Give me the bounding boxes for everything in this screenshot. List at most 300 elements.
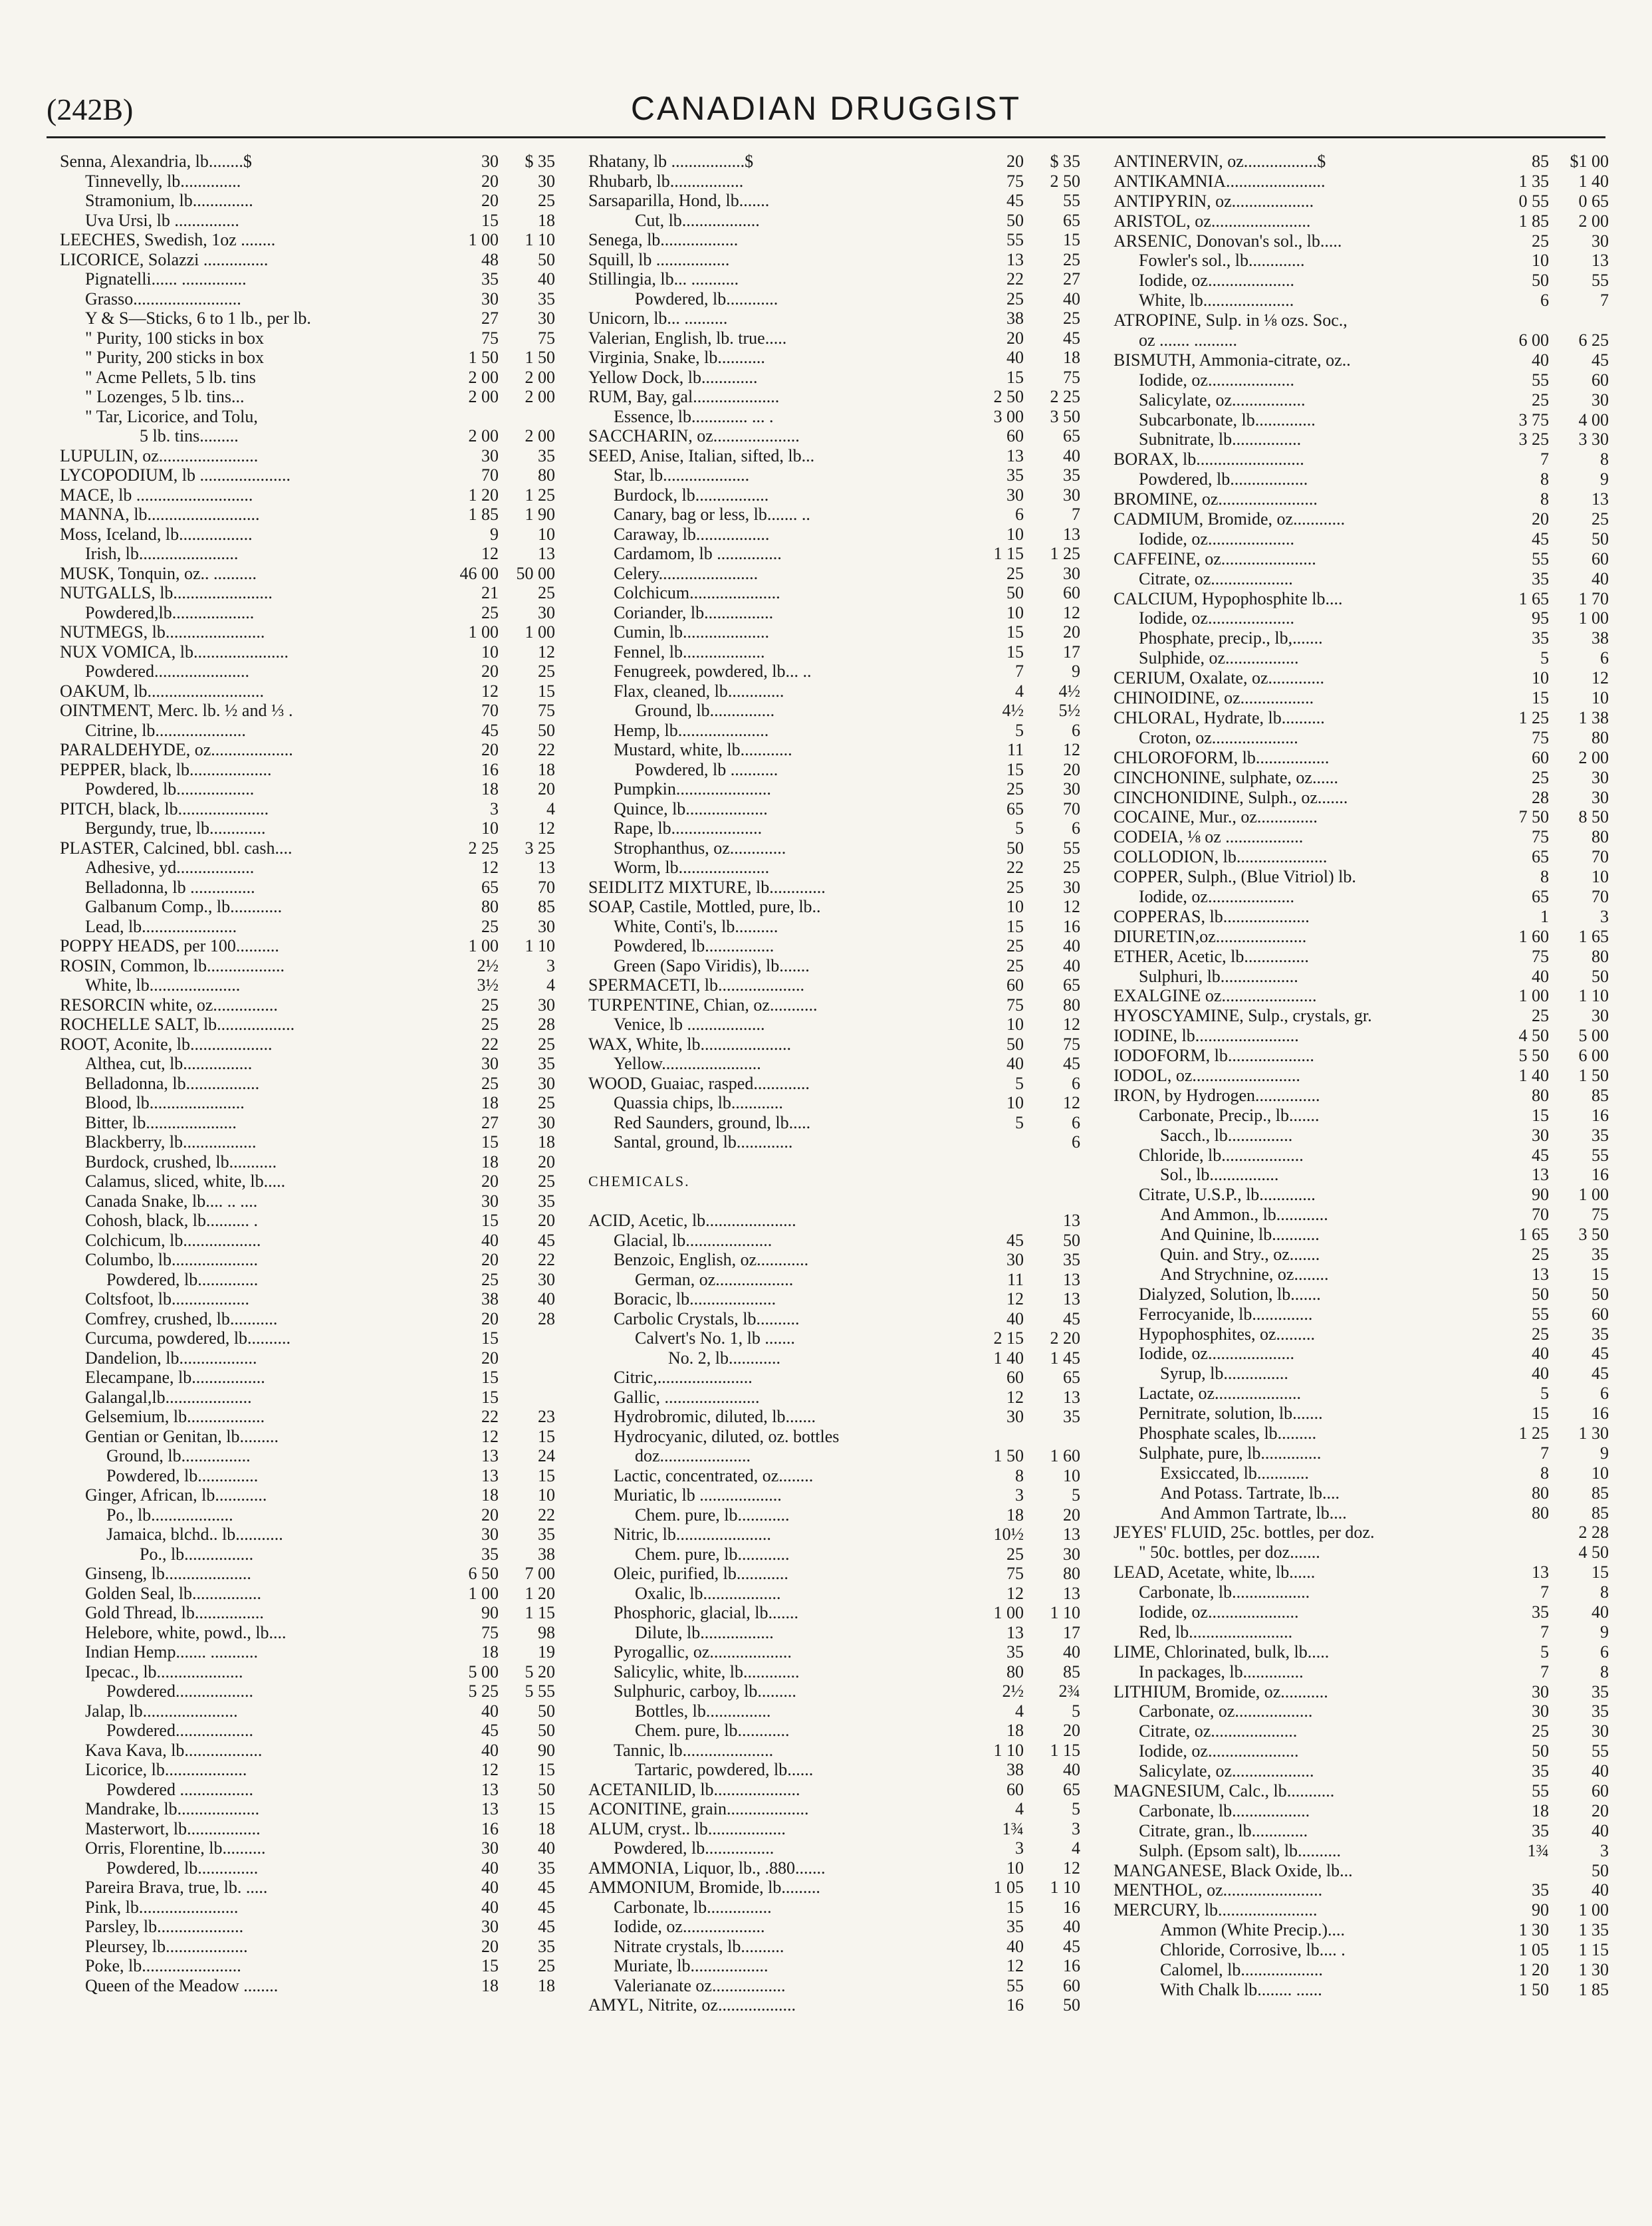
item-name: Pareira Brava, true, lb. ..... (85, 1878, 268, 1897)
price-row (1114, 1245, 1615, 1265)
price-low: 30 (1532, 1125, 1549, 1145)
price-row (588, 1113, 1087, 1133)
item-name: White, lb..................... (85, 975, 241, 995)
price-low: 1 00 (468, 230, 499, 249)
price-high: 18 (538, 1818, 555, 1838)
item-name: Nitrate crystals, lb.......... (614, 1936, 784, 1956)
price-low: 40 (481, 1230, 499, 1250)
price-high: 13 (1592, 489, 1609, 509)
price-row (588, 1525, 1087, 1545)
item-name: And Ammon Tartrate, lb.... (1160, 1503, 1347, 1523)
price-high: 30 (1063, 1544, 1080, 1564)
price-high: 75 (538, 328, 555, 348)
price-low: 4 (1015, 1701, 1024, 1721)
price-high: 30 (1063, 779, 1080, 799)
price-high: 12 (538, 818, 555, 838)
price-low: 3 (1015, 1838, 1024, 1858)
price-high: 35 (1063, 465, 1080, 485)
price-high: 13 (1063, 1387, 1080, 1407)
price-row (60, 1603, 562, 1623)
price-row (1114, 489, 1615, 509)
price-row (60, 975, 562, 995)
price-high: 80 (1063, 995, 1080, 1015)
price-high: 35 (538, 1054, 555, 1073)
price-high: 1 50 (1578, 1065, 1609, 1085)
item-name: Calomel, lb................... (1160, 1960, 1323, 1980)
item-name: White, lb..................... (1139, 291, 1294, 310)
price-low: 40 (1532, 1364, 1549, 1384)
price-high: 25 (538, 583, 555, 602)
price-high: 1 45 (1050, 1348, 1080, 1368)
item-name: Pleursey, lb................... (85, 1936, 248, 1956)
price-low: 10 (1006, 897, 1024, 916)
item-name: LEAD, Acetate, white, lb...... (1114, 1562, 1316, 1582)
price-row (60, 1956, 562, 1976)
price-high: 3 (546, 955, 555, 975)
price-low: 40 (481, 1701, 499, 1721)
price-low: 30 (1006, 485, 1024, 505)
price-high: 30 (538, 309, 555, 328)
price-low: 25 (1006, 936, 1024, 955)
price-row (588, 211, 1087, 231)
price-low: 3 25 (1518, 430, 1549, 449)
price-row (588, 1211, 1087, 1231)
price-high: 13 (1063, 1211, 1080, 1230)
price-low: 25 (1006, 1544, 1024, 1564)
price-high: 5 20 (525, 1662, 555, 1681)
price-low: 11 (1006, 740, 1024, 759)
price-high: 5 (1072, 1701, 1080, 1721)
price-row (588, 525, 1087, 545)
price-low: 75 (1006, 1564, 1024, 1583)
price-high: 30 (1592, 390, 1609, 410)
item-name: PITCH, black, lb..................... (60, 799, 269, 818)
price-low: 15 (1532, 1105, 1549, 1125)
item-name: Muriate, lb.................. (614, 1956, 768, 1975)
price-low: 12 (1006, 1289, 1024, 1308)
price-row (588, 1838, 1087, 1858)
item-name: Powdered, lb............ (635, 289, 778, 309)
price-low: 21 (481, 583, 499, 602)
item-name: Blood, lb...................... (85, 1093, 245, 1112)
price-high: 25 (538, 191, 555, 210)
price-high: 20 (538, 1152, 555, 1172)
price-row (588, 485, 1087, 505)
item-name: Canary, bag or less, lb....... .. (614, 505, 810, 524)
price-high: 18 (538, 1975, 555, 1995)
item-name: Muriatic, lb ................... (614, 1485, 782, 1505)
item-name: Benzoic, English, oz............ (614, 1250, 809, 1269)
price-row (1114, 509, 1615, 529)
price-high (1024, 1191, 1080, 1211)
price-row (60, 1074, 562, 1094)
price-high: 3 30 (1578, 430, 1609, 449)
item-name: Jalap, lb...................... (85, 1701, 238, 1721)
item-name (588, 1152, 961, 1172)
price-row (1114, 589, 1615, 609)
price-low: 15 (481, 1132, 499, 1152)
price-row (1114, 1423, 1615, 1443)
item-name: ARISTOL, oz....................... (1114, 211, 1311, 231)
price-high: 30 (1592, 1006, 1609, 1026)
price-high: 17 (1063, 642, 1080, 662)
price-row (588, 1191, 1087, 1211)
item-name: Lactic, concentrated, oz........ (614, 1465, 814, 1485)
item-name: SACCHARIN, oz.................... (588, 426, 800, 445)
price-high: 55 (1592, 1741, 1609, 1761)
price-row (60, 485, 562, 505)
price-low (1486, 1861, 1549, 1881)
price-low: 25 (1006, 955, 1024, 975)
item-name: Iodide, oz.................... (1139, 370, 1294, 390)
price-high: 5 00 (1578, 1026, 1609, 1046)
price-low: 18 (481, 1485, 499, 1505)
price-row (60, 1780, 562, 1800)
price-high: 6 (1600, 648, 1609, 668)
price-high: 30 (538, 602, 555, 622)
item-name: Chloride, Corrosive, lb.... . (1160, 1940, 1346, 1960)
price-high: 0 65 (1578, 191, 1609, 211)
price-high: 30 (1592, 1721, 1609, 1741)
price-high: 3 (1600, 1840, 1609, 1860)
item-name: Ammon (White Precip.).... (1160, 1920, 1345, 1940)
price-low: 30 (1532, 1701, 1549, 1721)
item-name: Caraway, lb................. (614, 524, 770, 544)
price-low: 18 (481, 1093, 499, 1112)
price-low: 1 00 (1518, 986, 1549, 1006)
item-name: Citrine, lb..................... (85, 720, 246, 740)
price-row (588, 407, 1087, 427)
item-name: PARALDEHYDE, oz................... (60, 740, 293, 759)
price-row (60, 858, 562, 878)
price-low: 22 (1006, 269, 1024, 289)
price-low: 27 (481, 1112, 499, 1132)
price-low: 55 (1532, 370, 1549, 390)
price-low: 15 (481, 1387, 499, 1407)
price-high: 4 (1072, 1838, 1080, 1858)
price-high: 25 (538, 1956, 555, 1975)
price-list (47, 152, 1619, 2015)
price-low: 1 85 (1518, 211, 1549, 231)
price-row (1114, 1443, 1615, 1463)
price-high: 5 (1072, 1799, 1080, 1818)
price-row (1114, 1265, 1615, 1285)
price-low: 7 (1540, 1662, 1549, 1681)
price-high: 4 50 (1578, 1543, 1609, 1562)
item-name: Valerian, English, lb. true..... (588, 328, 787, 348)
item-name: Carbonate, lb.................. (1139, 1800, 1310, 1820)
price-row (588, 230, 1087, 250)
price-high: 1 30 (1578, 1423, 1609, 1443)
price-high: 12 (1592, 668, 1609, 688)
item-name: Pumpkin...................... (614, 779, 771, 799)
price-row (1114, 1523, 1615, 1543)
price-row (60, 1819, 562, 1839)
price-low: 1 05 (1518, 1940, 1549, 1960)
item-name: Po., lb................ (140, 1544, 254, 1564)
price-low: 75 (1532, 727, 1549, 747)
price-low: 80 (1532, 1503, 1549, 1523)
price-row (1114, 1562, 1615, 1582)
item-name: CHLORAL, Hydrate, lb.......... (1114, 707, 1325, 727)
price-low: 20 (1006, 328, 1024, 348)
price-row (60, 289, 562, 309)
price-row (1114, 152, 1615, 172)
item-name: TURPENTINE, Chian, oz........... (588, 995, 818, 1015)
price-low: 12 (481, 544, 499, 563)
price-low: 5 (1015, 1073, 1024, 1093)
item-name: Lead, lb...................... (85, 916, 237, 936)
price-low: 13 (1006, 445, 1024, 465)
price-row (60, 662, 562, 681)
price-low: 1 50 (1518, 1979, 1549, 1999)
price-row (60, 368, 562, 388)
price-low: 18 (1006, 1505, 1024, 1525)
price-low: 2 50 (993, 387, 1024, 406)
price-row (588, 1623, 1087, 1643)
price-row (60, 1760, 562, 1780)
price-low: 38 (1006, 1760, 1024, 1779)
price-low (961, 1191, 1024, 1211)
price-low: 40 (481, 1878, 499, 1897)
price-row (588, 878, 1087, 898)
price-low: 35 (1006, 465, 1024, 485)
price-row (588, 152, 1087, 172)
price-row (60, 603, 562, 623)
price-row (1114, 231, 1615, 251)
price-high: 70 (1592, 886, 1609, 906)
price-high: 4 00 (1578, 410, 1609, 430)
price-low: 13 (481, 1465, 499, 1485)
price-high: 15 (538, 681, 555, 701)
price-row (1114, 271, 1615, 291)
price-low: 25 (1532, 1244, 1549, 1264)
price-row (60, 1466, 562, 1486)
price-low: 20 (481, 1172, 499, 1191)
price-row (60, 1878, 562, 1898)
item-name: COPPER, Sulph., (Blue Vitriol) lb. (1114, 867, 1356, 887)
price-low: 1 65 (1518, 588, 1549, 608)
item-name: IRON, by Hydrogen............... (1114, 1085, 1320, 1105)
price-row (60, 1015, 562, 1035)
price-low: 15 (481, 210, 499, 230)
price-low: 3 00 (993, 406, 1024, 426)
price-low: 25 (481, 916, 499, 936)
item-name: Fowler's sol., lb............. (1139, 251, 1305, 271)
price-row (60, 1525, 562, 1545)
price-high: 30 (538, 995, 555, 1015)
price-low: 1 40 (1518, 1065, 1549, 1085)
price-row (588, 1995, 1087, 2015)
item-name: Red Saunders, ground, lb..... (614, 1112, 811, 1132)
price-row (1114, 1483, 1615, 1503)
price-low: 30 (481, 289, 499, 309)
price-high: 12 (538, 642, 555, 662)
price-row (1114, 1304, 1615, 1324)
price-high: 22 (538, 1250, 555, 1269)
price-high: 45 (538, 1230, 555, 1250)
price-row (588, 1662, 1087, 1682)
item-name: Ground, lb............... (635, 701, 775, 720)
price-high: 4 (546, 799, 555, 818)
price-high: 75 (538, 701, 555, 720)
price-row (588, 1917, 1087, 1937)
item-name: Citrate, oz................... (1139, 568, 1293, 588)
price-low: 3 (1015, 1485, 1024, 1505)
price-row (60, 1113, 562, 1133)
item-name: Belladonna, lb................. (85, 1073, 260, 1093)
price-row (60, 740, 562, 760)
item-name: Elecampane, lb................. (85, 1368, 265, 1387)
price-high: 85 (538, 897, 555, 916)
item-name: Indian Hemp....... ........... (85, 1642, 258, 1662)
price-row (1114, 390, 1615, 410)
price-low: 20 (481, 1250, 499, 1269)
price-low: 3 75 (1518, 410, 1549, 430)
price-row (1114, 1344, 1615, 1364)
price-low: 15 (1532, 1404, 1549, 1423)
price-low: 40 (1006, 1308, 1024, 1328)
price-low: 50 (1532, 271, 1549, 291)
price-high: 4½ (1058, 681, 1080, 701)
price-low: 5 (1540, 1642, 1549, 1662)
price-row (1114, 1682, 1615, 1702)
price-high: 7 (1600, 291, 1609, 310)
price-low: 80 (1532, 1483, 1549, 1503)
price-low: 50 (1006, 838, 1024, 858)
price-high: 2 00 (525, 367, 555, 387)
price-low: 30 (481, 1838, 499, 1858)
price-row (60, 465, 562, 485)
price-low: 25 (1532, 1721, 1549, 1741)
item-name: Ground, lb................ (106, 1446, 251, 1465)
price-low: 25 (1006, 877, 1024, 897)
price-high: 6 (1600, 1384, 1609, 1404)
price-high: 1 10 (1050, 1878, 1080, 1897)
price-high: 13 (1063, 1269, 1080, 1289)
price-high: 12 (1063, 740, 1080, 759)
price-high: 35 (538, 1858, 555, 1878)
price-row (588, 956, 1087, 976)
price-row (1114, 1900, 1615, 1920)
price-low: 75 (1006, 171, 1024, 191)
price-low: 15 (1006, 759, 1024, 779)
price-row (60, 1858, 562, 1878)
price-high: 35 (1592, 1324, 1609, 1344)
price-high: 5 55 (525, 1681, 555, 1701)
item-name: Stillingia, lb... ........... (588, 269, 739, 289)
price-high: 1 00 (1578, 608, 1609, 628)
price-high: 2 00 (1578, 747, 1609, 767)
item-name: Rhatany, lb .................$ (588, 152, 754, 171)
price-row (60, 211, 562, 231)
price-high: 5 (1072, 1485, 1080, 1505)
price-low: 45 (481, 720, 499, 740)
price-row (1114, 1165, 1615, 1185)
price-low: 75 (1532, 946, 1549, 966)
price-high: 30 (538, 1112, 555, 1132)
item-name: Powdered...................... (85, 662, 249, 681)
price-row (1114, 1602, 1615, 1622)
price-low: 90 (1532, 1185, 1549, 1205)
price-high: 50 (1592, 529, 1609, 549)
price-low: 60 (1532, 747, 1549, 767)
item-name: Bitter, lb..................... (85, 1112, 237, 1132)
item-name: " Acme Pellets, 5 lb. tins (85, 367, 256, 387)
item-name: Columbo, lb.................... (85, 1250, 259, 1269)
item-name: Carbonate, Precip., lb....... (1139, 1105, 1320, 1125)
price-high: 25 (1592, 509, 1609, 529)
price-row (588, 1937, 1087, 1957)
price-high: 6 (1600, 1642, 1609, 1662)
price-row (60, 505, 562, 525)
item-name: Croton, oz.................... (1139, 727, 1298, 747)
price-low: 38 (1006, 309, 1024, 328)
price-row (60, 1348, 562, 1368)
item-name: Powdered,lb................... (85, 602, 255, 622)
item-name: ARSENIC, Donovan's sol., lb..... (1114, 231, 1342, 251)
item-name: Mandrake, lb................... (85, 1799, 260, 1818)
price-low: 8 (1540, 489, 1549, 509)
price-low: 22 (481, 1407, 499, 1426)
price-high: 10 (538, 524, 555, 544)
price-high: 55 (1592, 1145, 1609, 1165)
price-row (1114, 1801, 1615, 1821)
item-name: Phosphate scales, lb......... (1139, 1423, 1317, 1443)
item-name: MACE, lb ........................... (60, 485, 253, 505)
price-high: 35 (538, 445, 555, 465)
item-name: HYOSCYAMINE, Sulp., crystals, gr. (1114, 1006, 1372, 1026)
item-name: Burdock, lb................. (614, 485, 769, 505)
price-low: 12 (481, 1760, 499, 1779)
item-name: COPPERAS, lb.................... (1114, 906, 1310, 926)
price-row (60, 407, 562, 427)
price-row (588, 191, 1087, 211)
price-low: 1 10 (993, 1740, 1024, 1760)
price-row (60, 818, 562, 838)
price-row (1114, 947, 1615, 967)
price-row (1114, 1046, 1615, 1066)
item-name: Star, lb.................... (614, 465, 750, 485)
item-name: MUSK, Tonquin, oz.. .......... (60, 563, 257, 583)
price-low: 80 (1532, 1085, 1549, 1105)
item-name: Queen of the Meadow ........ (85, 1975, 279, 1995)
item-name: Powdered, lb.................. (85, 779, 255, 799)
item-name: AMMONIA, Liquor, lb., .880....... (588, 1858, 826, 1878)
item-name: Iodide, oz..................... (1139, 1741, 1299, 1761)
price-low: 1 00 (468, 622, 499, 642)
price-row (1114, 728, 1615, 748)
price-high: 55 (1592, 271, 1609, 291)
item-name: CINCHONIDINE, Sulph., oz....... (1114, 787, 1348, 807)
price-row (60, 681, 562, 701)
price-low: 30 (481, 152, 499, 171)
price-low: 13 (1006, 249, 1024, 269)
price-row (1114, 370, 1615, 390)
price-low: 50 (1006, 210, 1024, 230)
price-low: 25 (1532, 767, 1549, 787)
price-high: 30 (1592, 767, 1609, 787)
price-high: 6 (1072, 720, 1080, 740)
price-low (961, 1152, 1024, 1172)
price-low: 35 (1532, 1820, 1549, 1840)
price-row (1114, 907, 1615, 927)
price-high: 1 35 (1578, 1920, 1609, 1940)
price-low: 45 (481, 1721, 499, 1740)
price-row (1114, 469, 1615, 489)
price-row (60, 1054, 562, 1074)
item-name: Calamus, sliced, white, lb..... (85, 1172, 286, 1191)
